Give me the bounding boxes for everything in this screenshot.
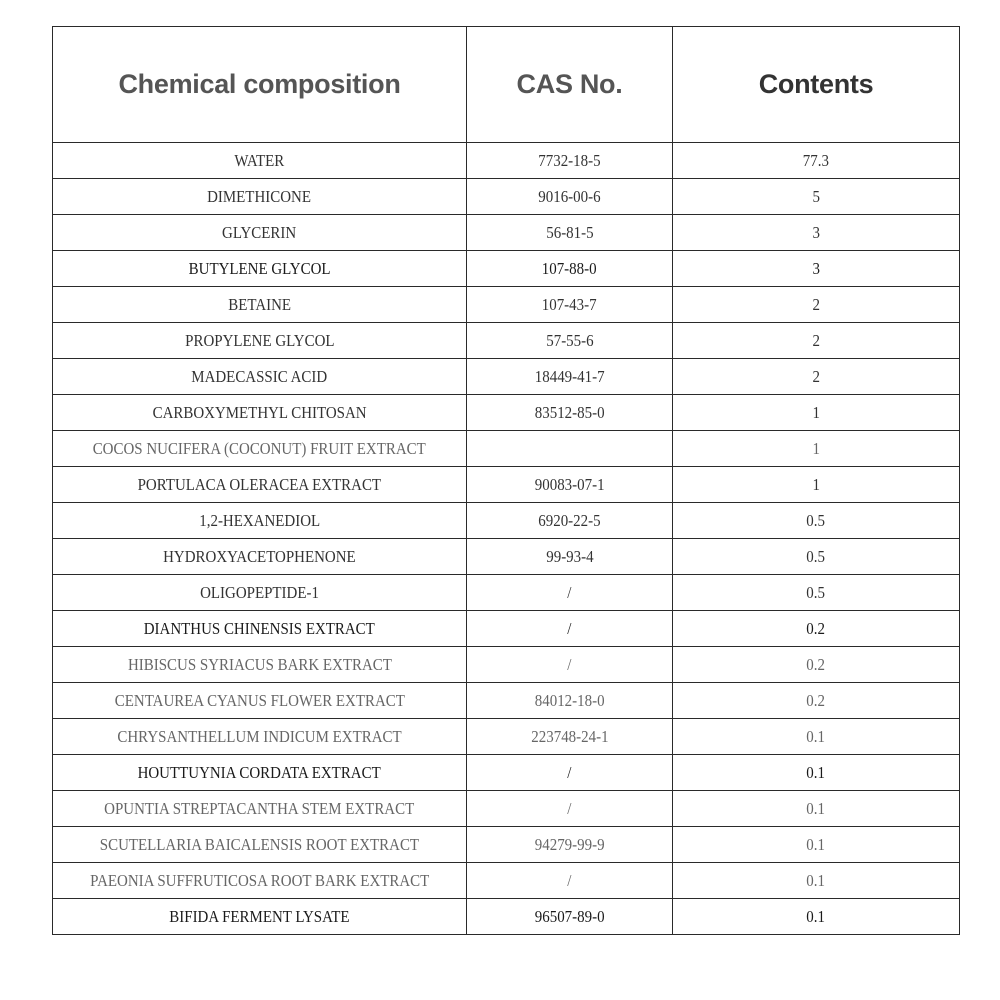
cas-number-cell xyxy=(467,143,673,179)
content-value-cell-text: 0.1 xyxy=(806,906,826,926)
cas-number-cell xyxy=(467,395,673,431)
chemical-name-cell-text: DIMETHICONE xyxy=(207,186,312,206)
cas-number-cell-text: 94279-99-9 xyxy=(534,834,605,854)
cas-number-cell xyxy=(467,827,673,863)
cas-number-cell-text: / xyxy=(567,582,572,602)
content-value-cell-text: 0.1 xyxy=(806,798,826,818)
content-value-cell xyxy=(673,323,960,359)
cas-number-cell-text: 6920-22-5 xyxy=(538,510,601,530)
chemical-name-cell-text: PORTULACA OLERACEA EXTRACT xyxy=(137,474,382,494)
table-row xyxy=(53,611,960,647)
content-value-cell-text: 0.2 xyxy=(806,690,826,710)
chemical-name-cell-text: DIANTHUS CHINENSIS EXTRACT xyxy=(143,618,376,638)
table-row xyxy=(53,827,960,863)
cas-number-cell xyxy=(467,359,673,395)
cas-number-cell-text: 7732-18-5 xyxy=(538,150,601,170)
content-value-cell-text: 0.2 xyxy=(806,618,826,638)
chemical-name-cell-text: SCUTELLARIA BAICALENSIS ROOT EXTRACT xyxy=(99,834,420,854)
chemical-name-cell xyxy=(53,323,467,359)
content-value-cell xyxy=(673,143,960,179)
cas-number-cell-text: 107-43-7 xyxy=(542,294,597,314)
content-value-cell-text: 77.3 xyxy=(802,150,830,170)
chemical-name-cell xyxy=(53,539,467,575)
cas-number-cell-text: 96507-89-0 xyxy=(534,906,605,926)
cas-number-cell-text: / xyxy=(567,762,572,782)
content-value-cell xyxy=(673,611,960,647)
content-value-cell xyxy=(673,899,960,935)
chemical-name-cell xyxy=(53,251,467,287)
cas-number-cell-text: / xyxy=(567,798,572,818)
cas-number-cell xyxy=(467,899,673,935)
content-value-cell-text: 2 xyxy=(812,366,820,386)
content-value-cell xyxy=(673,539,960,575)
cas-number-cell xyxy=(467,179,673,215)
content-value-cell xyxy=(673,755,960,791)
table-row xyxy=(53,395,960,431)
content-value-cell-text: 0.5 xyxy=(806,510,826,530)
chemical-name-cell-text: CHRYSANTHELLUM INDICUM EXTRACT xyxy=(117,726,402,746)
cas-number-cell xyxy=(467,323,673,359)
chemical-name-cell xyxy=(53,179,467,215)
content-value-cell-text: 0.1 xyxy=(806,870,826,890)
chemical-name-cell-text: HYDROXYACETOPHENONE xyxy=(163,546,356,566)
content-value-cell xyxy=(673,359,960,395)
table-row xyxy=(53,431,960,467)
chemical-name-cell xyxy=(53,719,467,755)
chemical-name-cell xyxy=(53,359,467,395)
content-value-cell-text: 0.1 xyxy=(806,726,826,746)
cas-number-cell-text: 99-93-4 xyxy=(545,546,594,566)
header-row xyxy=(53,27,960,143)
table-row xyxy=(53,323,960,359)
content-value-cell xyxy=(673,287,960,323)
chemical-name-cell xyxy=(53,395,467,431)
content-value-cell-text: 1 xyxy=(812,438,820,458)
chemical-name-cell-text: PROPYLENE GLYCOL xyxy=(184,330,335,350)
cas-number-cell-text: 83512-85-0 xyxy=(534,402,605,422)
chemical-name-cell xyxy=(53,431,467,467)
chemical-name-cell xyxy=(53,863,467,899)
table-row xyxy=(53,755,960,791)
table-row xyxy=(53,179,960,215)
content-value-cell-text: 2 xyxy=(812,294,820,314)
content-value-cell xyxy=(673,431,960,467)
chemical-name-cell xyxy=(53,647,467,683)
table-row xyxy=(53,863,960,899)
content-value-cell-text: 3 xyxy=(812,258,820,278)
content-value-cell xyxy=(673,575,960,611)
table-row xyxy=(53,539,960,575)
chemical-name-cell-text: WATER xyxy=(234,150,285,170)
content-value-cell xyxy=(673,647,960,683)
content-value-cell xyxy=(673,791,960,827)
cas-number-cell-text: 223748-24-1 xyxy=(530,726,609,746)
chemical-name-cell-text: BIFIDA FERMENT LYSATE xyxy=(169,906,350,926)
table-row xyxy=(53,647,960,683)
cas-number-cell-text: 9016-00-6 xyxy=(538,186,601,206)
header-chemical-composition: Chemical composition xyxy=(53,27,467,143)
content-value-cell-text: 1 xyxy=(812,474,820,494)
cas-number-cell-text: / xyxy=(567,618,572,638)
cas-number-cell-text: 90083-07-1 xyxy=(534,474,605,494)
content-value-cell-text: 1 xyxy=(812,402,820,422)
chemical-name-cell-text: CARBOXYMETHYL CHITOSAN xyxy=(152,402,367,422)
cas-number-cell xyxy=(467,215,673,251)
chemical-name-cell xyxy=(53,899,467,935)
content-value-cell-text: 0.5 xyxy=(806,546,826,566)
content-value-cell xyxy=(673,467,960,503)
cas-number-cell xyxy=(467,791,673,827)
chemical-name-cell xyxy=(53,575,467,611)
content-value-cell-text: 2 xyxy=(812,330,820,350)
content-value-cell-text: 0.5 xyxy=(806,582,826,602)
chemical-name-cell xyxy=(53,215,467,251)
cas-number-cell xyxy=(467,611,673,647)
cas-number-cell xyxy=(467,647,673,683)
cas-number-cell xyxy=(467,251,673,287)
content-value-cell-text: 0.1 xyxy=(806,834,826,854)
cas-number-cell xyxy=(467,575,673,611)
chemical-name-cell xyxy=(53,755,467,791)
chemical-name-cell-text: HIBISCUS SYRIACUS BARK EXTRACT xyxy=(127,654,392,674)
content-value-cell xyxy=(673,719,960,755)
table-body xyxy=(53,143,960,935)
cas-number-cell-text: / xyxy=(567,870,572,890)
cas-number-cell-text: 57-55-6 xyxy=(545,330,594,350)
cas-number-cell xyxy=(467,539,673,575)
content-value-cell-text: 5 xyxy=(812,186,820,206)
header-contents: Contents xyxy=(673,27,960,143)
chemical-name-cell-text: GLYCERIN xyxy=(222,222,297,242)
chemical-name-cell xyxy=(53,791,467,827)
cas-number-cell xyxy=(467,467,673,503)
cas-number-cell xyxy=(467,719,673,755)
content-value-cell xyxy=(673,827,960,863)
table-row xyxy=(53,791,960,827)
cas-number-cell-text: 18449-41-7 xyxy=(534,366,605,386)
content-value-cell xyxy=(673,251,960,287)
table-row xyxy=(53,359,960,395)
cas-number-cell xyxy=(467,503,673,539)
cas-number-cell-text: 56-81-5 xyxy=(545,222,594,242)
chemical-name-cell xyxy=(53,827,467,863)
table-row xyxy=(53,899,960,935)
content-value-cell-text: 0.1 xyxy=(806,762,826,782)
chemical-name-cell-text: BUTYLENE GLYCOL xyxy=(188,258,331,278)
chemical-name-cell-text: MADECASSIC ACID xyxy=(191,366,328,386)
table-row xyxy=(53,719,960,755)
table-row xyxy=(53,683,960,719)
chemical-name-cell-text: COCOS NUCIFERA (COCONUT) FRUIT EXTRACT xyxy=(92,438,427,458)
composition-sheet xyxy=(52,26,959,944)
chemical-name-cell xyxy=(53,683,467,719)
chemical-name-cell-text: OLIGOPEPTIDE-1 xyxy=(200,582,319,602)
cas-number-cell xyxy=(467,755,673,791)
chemical-name-cell xyxy=(53,467,467,503)
table-row xyxy=(53,215,960,251)
content-value-cell-text: 3 xyxy=(812,222,820,242)
content-value-cell xyxy=(673,863,960,899)
table-row xyxy=(53,467,960,503)
table-row xyxy=(53,251,960,287)
table-row xyxy=(53,575,960,611)
content-value-cell xyxy=(673,395,960,431)
chemical-name-cell-text: PAEONIA SUFFRUTICOSA ROOT BARK EXTRACT xyxy=(89,870,430,890)
cas-number-cell xyxy=(467,287,673,323)
content-value-cell xyxy=(673,503,960,539)
content-value-cell xyxy=(673,683,960,719)
content-value-cell xyxy=(673,215,960,251)
content-value-cell-text: 0.2 xyxy=(806,654,826,674)
table-row xyxy=(53,503,960,539)
cas-number-cell-text: 107-88-0 xyxy=(542,258,597,278)
chemical-name-cell xyxy=(53,611,467,647)
chemical-name-cell xyxy=(53,503,467,539)
chemical-name-cell-text: CENTAUREA CYANUS FLOWER EXTRACT xyxy=(114,690,405,710)
cas-number-cell-text: / xyxy=(567,654,572,674)
table-row xyxy=(53,143,960,179)
cas-number-cell xyxy=(467,863,673,899)
table-header xyxy=(53,27,960,143)
cas-number-cell xyxy=(467,683,673,719)
composition-table xyxy=(52,26,960,935)
table-row xyxy=(53,287,960,323)
chemical-name-cell-text: HOUTTUYNIA CORDATA EXTRACT xyxy=(137,762,382,782)
chemical-name-cell-text: BETAINE xyxy=(228,294,291,314)
header-cas-no: CAS No. xyxy=(467,27,673,143)
content-value-cell xyxy=(673,179,960,215)
chemical-name-cell-text: OPUNTIA STREPTACANTHA STEM EXTRACT xyxy=(104,798,415,818)
cas-number-cell-text: 84012-18-0 xyxy=(534,690,605,710)
cas-number-cell xyxy=(467,431,673,467)
chemical-name-cell-text: 1,2-HEXANEDIOL xyxy=(199,510,320,530)
chemical-name-cell xyxy=(53,143,467,179)
chemical-name-cell xyxy=(53,287,467,323)
